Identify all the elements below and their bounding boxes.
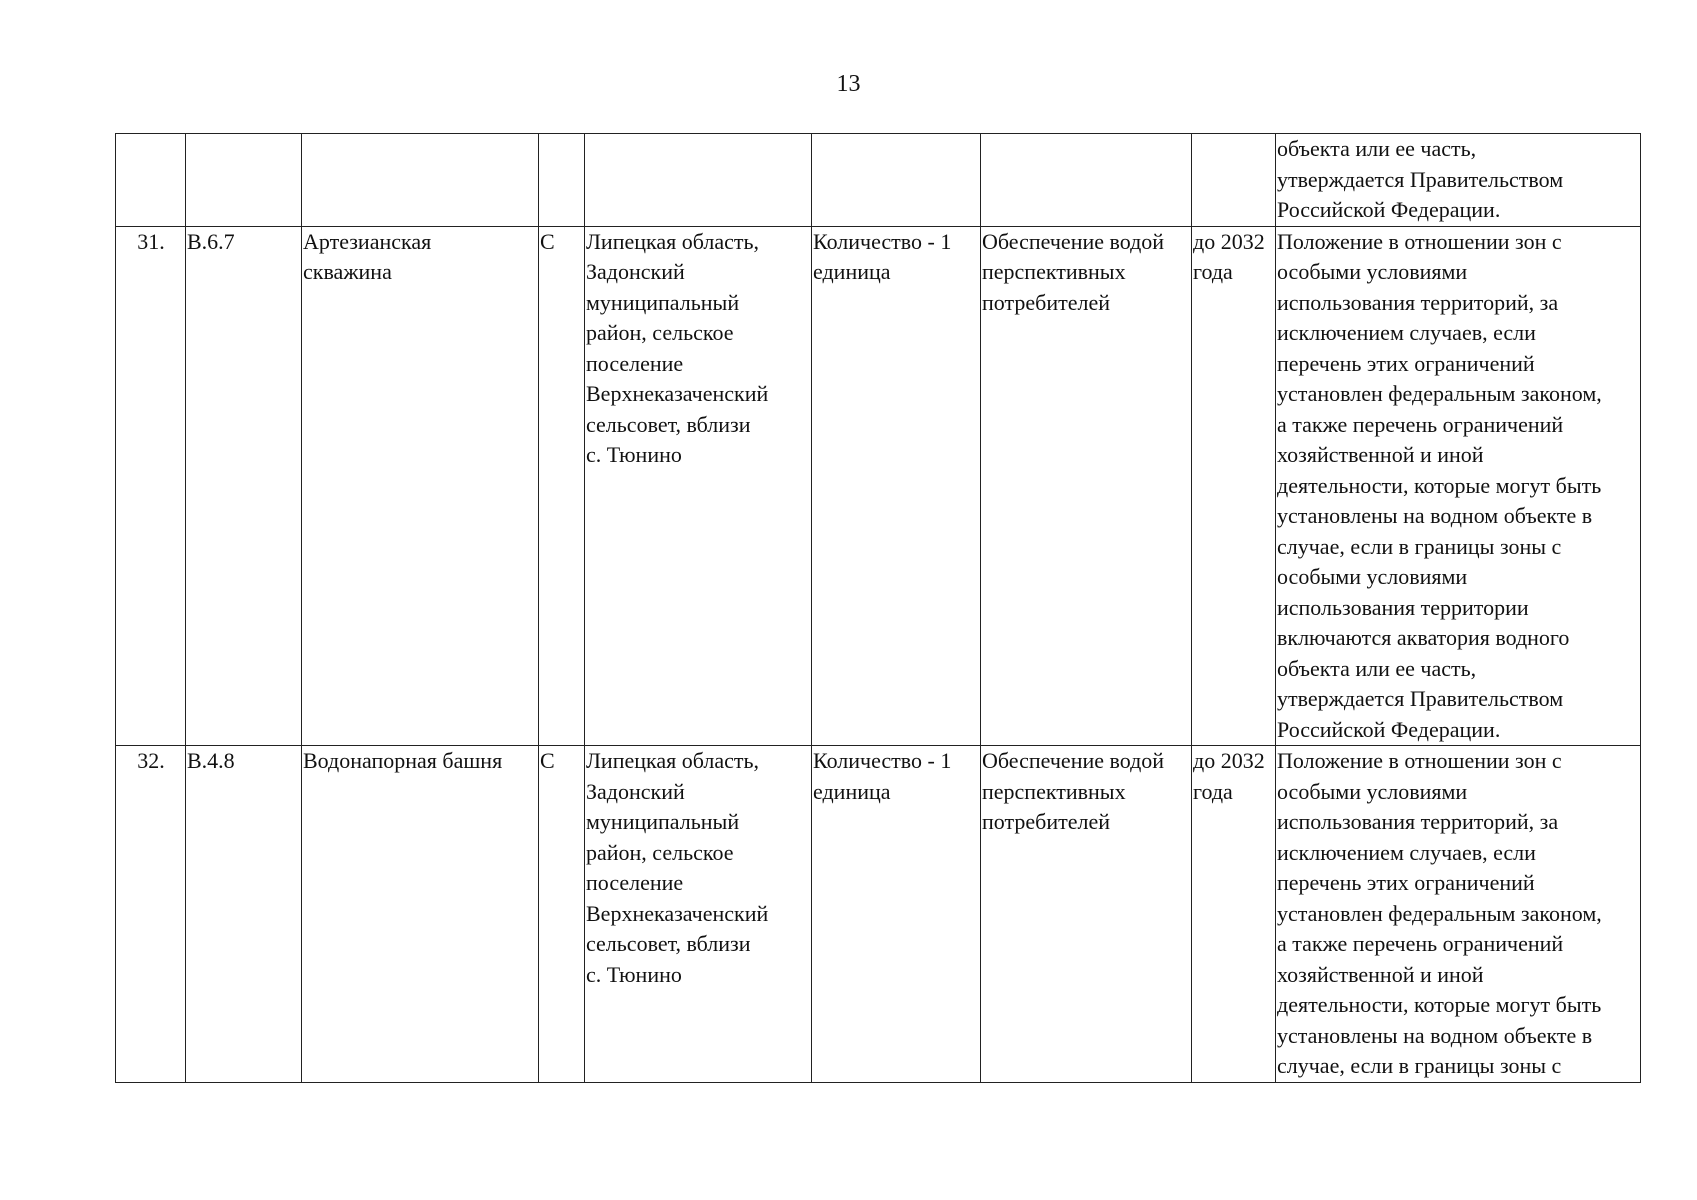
cell-status: С	[539, 746, 585, 1083]
cell-location: Липецкая область, Задонский муниципальный район, сельское поселение Верхнеказаченский сельсовет, вблизи с. Тюнино	[585, 226, 812, 746]
cell-code	[186, 134, 302, 227]
table-row	[116, 226, 1641, 746]
cell-purpose	[981, 134, 1192, 227]
cell-name: Артезианская скважина	[302, 226, 539, 746]
cell-quantity: Количество - 1 единица	[812, 746, 981, 1083]
cell-restrictions: Положение в отношении зон с особыми условиями использования территорий, за исключением случаев, если перечень этих ограничений установлен федеральным законом, а также перечень ограничений хозяйственной и иной деятельности, которые могут быть установлены на водном объекте в случае, если в границы зоны с особыми условиями использования территории включаются акватория водного объекта или ее часть, утверждается Правительством Российской Федерации.	[1276, 226, 1641, 746]
cell-name: Водонапорная башня	[302, 746, 539, 1083]
table-row-continuation	[116, 134, 1641, 227]
objects-table	[115, 133, 1641, 1083]
cell-num: 32.	[116, 746, 186, 1083]
cell-code: В.4.8	[186, 746, 302, 1083]
cell-deadline	[1192, 134, 1276, 227]
cell-restrictions: объекта или ее часть, утверждается Правительством Российской Федерации.	[1276, 134, 1641, 227]
cell-purpose: Обеспечение водой перспективных потребителей	[981, 226, 1192, 746]
cell-deadline: до 2032 года	[1192, 746, 1276, 1083]
cell-code: В.6.7	[186, 226, 302, 746]
cell-location: Липецкая область, Задонский муниципальный район, сельское поселение Верхнеказаченский сельсовет, вблизи с. Тюнино	[585, 746, 812, 1083]
cell-location	[585, 134, 812, 227]
cell-restrictions: Положение в отношении зон с особыми условиями использования территорий, за исключением случаев, если перечень этих ограничений установлен федеральным законом, а также перечень ограничений хозяйственной и иной деятельности, которые могут быть установлены на водном объекте в случае, если в границы зоны с	[1276, 746, 1641, 1083]
table-row	[116, 746, 1641, 1083]
cell-quantity	[812, 134, 981, 227]
cell-purpose: Обеспечение водой перспективных потребителей	[981, 746, 1192, 1083]
page-number: 13	[836, 71, 861, 97]
cell-num	[116, 134, 186, 227]
cell-status: С	[539, 226, 585, 746]
cell-num: 31.	[116, 226, 186, 746]
cell-status	[539, 134, 585, 227]
cell-name	[302, 134, 539, 227]
cell-deadline: до 2032 года	[1192, 226, 1276, 746]
cell-quantity: Количество - 1 единица	[812, 226, 981, 746]
